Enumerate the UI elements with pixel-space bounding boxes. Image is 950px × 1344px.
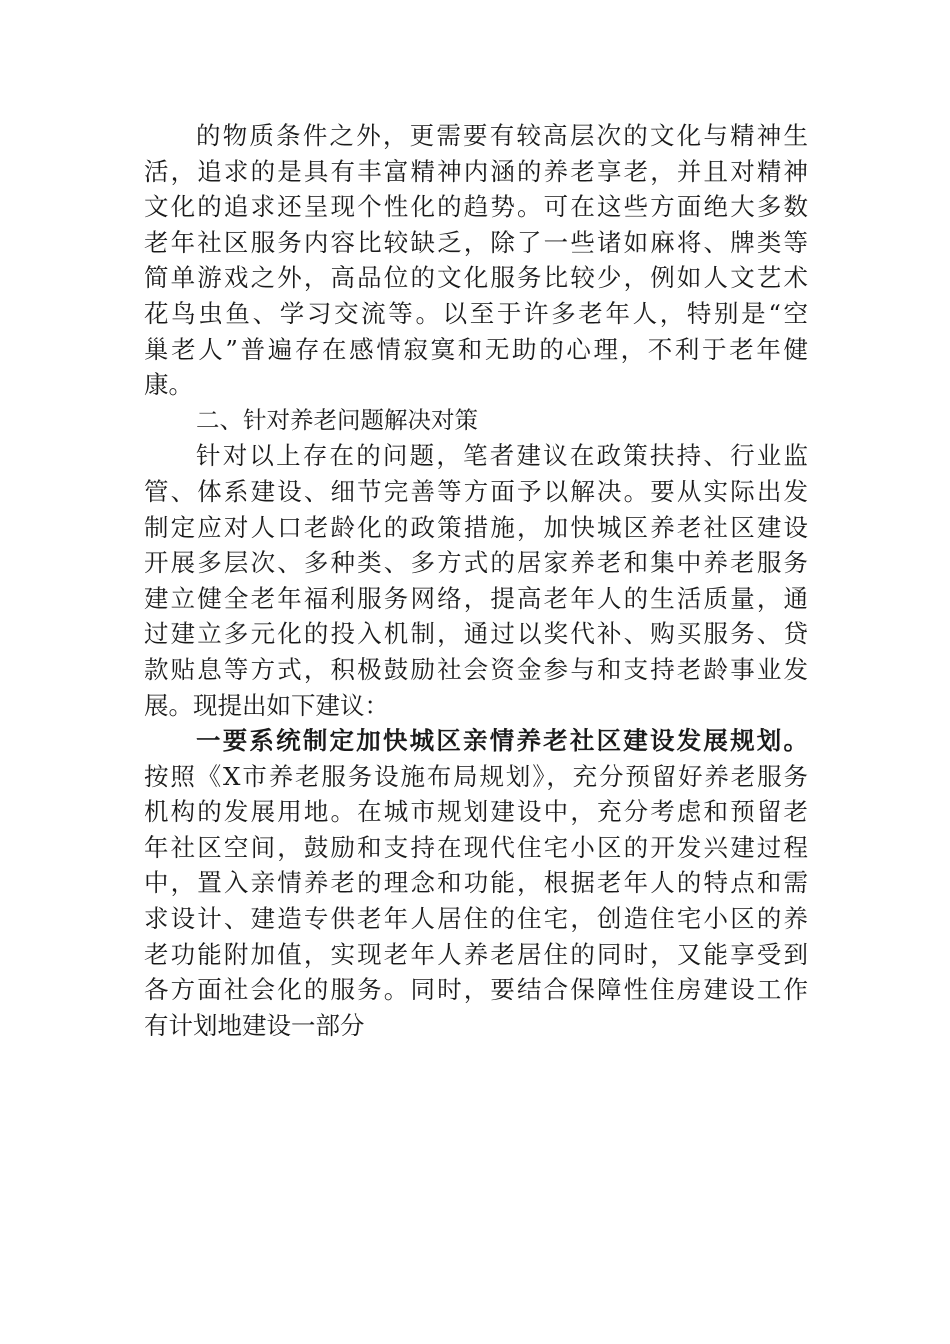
text-line: 花鸟虫鱼、学习交流等。以至于许多老年人，特别是“空 [144, 298, 808, 328]
section-heading: 二、针对养老问题解决对策 [196, 405, 478, 434]
text-line: 制定应对人口老龄化的政策措施，加快城区养老社区建设 [144, 512, 808, 542]
text-line: 康。 [144, 370, 193, 400]
text-line: 活，追求的是具有丰富精神内涵的养老享老，并且对精神 [144, 156, 808, 186]
text-line: 中，置入亲情养老的理念和功能，根据老年人的特点和需 [144, 868, 808, 898]
text-line: 展。现提出如下建议： [144, 690, 389, 720]
text-line: 求设计、建造专供老年人居住的住宅，创造住宅小区的养 [144, 904, 808, 934]
text-line: 巢老人”普遍存在感情寂寞和无助的心理，不利于老年健 [144, 334, 808, 364]
paragraph-planning [144, 723, 808, 1043]
text-line: 管、体系建设、细节完善等方面予以解决。要从实际出发 [144, 476, 808, 506]
text-line: 针对以上存在的问题，笔者建议在政策扶持、行业监 [196, 441, 808, 471]
text-line: 年社区空间，鼓励和支持在现代住宅小区的开发兴建过程 [144, 832, 808, 862]
text-line: 机构的发展用地。在城市规划建设中，充分考虑和预留老 [144, 797, 808, 827]
paragraph-countermeasures [144, 438, 808, 723]
text-line: 简单游戏之外，高品位的文化服务比较少，例如人文艺术 [144, 263, 808, 293]
document-body [144, 118, 808, 1043]
text-line: 各方面社会化的服务。同时，要结合保障性住房建设工作 [144, 975, 808, 1005]
text-line: 开展多层次、多种类、多方式的居家养老和集中养老服务 [144, 548, 808, 578]
text-line: 过建立多元化的投入机制，通过以奖代补、购买服务、贷 [144, 619, 808, 649]
text-line: 款贴息等方式，积极鼓励社会资金参与和支持老龄事业发 [144, 654, 808, 684]
bold-lead-sentence: 一要系统制定加快城区亲情养老社区建设发展规划。 [196, 726, 808, 756]
text-line: 有计划地建设一部分 [144, 1010, 365, 1040]
text-line: 老功能附加值，实现老年人养老居住的同时，又能享受到 [144, 939, 808, 969]
paragraph-continued [144, 118, 808, 403]
text-line: 建立健全老年福利服务网络，提高老年人的生活质量，通 [144, 583, 808, 613]
text-line: 文化的追求还呈现个性化的趋势。可在这些方面绝大多数 [144, 192, 808, 222]
text-line: 老年社区服务内容比较缺乏，除了一些诸如麻将、牌类等 [144, 227, 808, 257]
text-line: 的物质条件之外，更需要有较高层次的文化与精神生 [196, 121, 808, 150]
text-line: 按照《X市养老服务设施布局规划》，充分预留好养老服务 [144, 761, 808, 791]
